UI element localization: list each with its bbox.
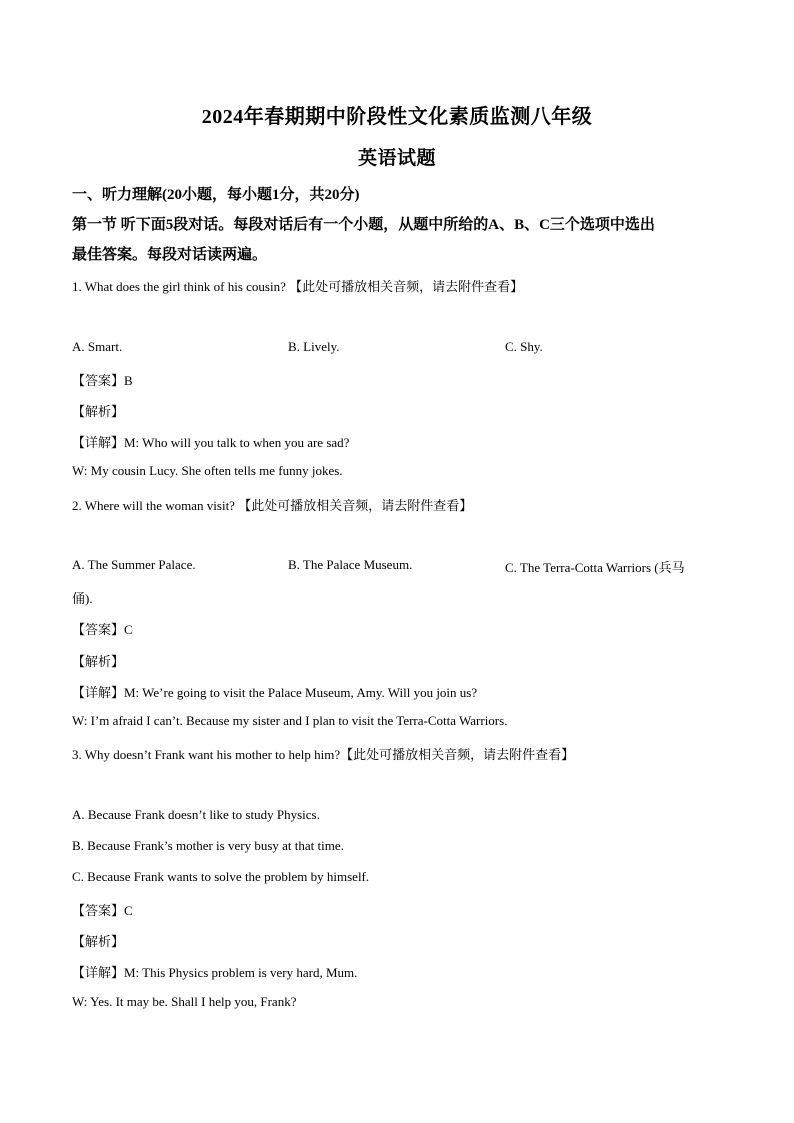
question-2-option-b: B. The Palace Museum.: [288, 557, 413, 572]
exam-title: 2024年春期期中阶段性文化素质监测八年级: [201, 106, 593, 128]
question-3-answer: 【答案】C: [72, 903, 133, 918]
question-3-option-a: A. Because Frank doesn’t like to study Physics.: [72, 807, 320, 822]
question-1-option-a: A. Smart.: [72, 339, 123, 354]
question-2-option-c: C. The Terra-Cotta Warriors (兵马: [505, 560, 685, 575]
question-1-stem: 1. What does the girl think of his cousin? 【此处可播放相关音频，请去附件查看】: [72, 279, 524, 294]
question-3-option-c: C. Because Frank wants to solve the problem by himself.: [72, 869, 370, 884]
question-2-stem: 2. Where will the woman visit? 【此处可播放相关音频，请去附件查看】: [72, 498, 473, 513]
question-2-detail-1: 【详解】M: We’re going to visit the Palace Museum, Amy. Will you join us?: [72, 685, 478, 700]
question-3-detail-2: W: Yes. It may be. Shall I help you, Frank?: [72, 994, 297, 1009]
question-1-detail-1: 【详解】M: Who will you talk to when you are sad?: [72, 435, 350, 450]
section-heading: 一、听力理解(20小题，每小题1分，共20分): [72, 187, 360, 203]
question-2-analysis: 【解析】: [72, 654, 125, 669]
exam-subtitle: 英语试题: [357, 148, 436, 169]
question-1-answer: 【答案】B: [72, 373, 133, 388]
question-3-option-b: B. Because Frank’s mother is very busy at that time.: [72, 838, 344, 853]
question-3-stem: 3. Why doesn’t Frank want his mother to help him?【此处可播放相关音频，请去附件查看】: [72, 747, 575, 762]
question-1-detail-2: W: My cousin Lucy. She often tells me funny jokes.: [72, 463, 343, 478]
question-2-answer: 【答案】C: [72, 622, 133, 637]
question-1-analysis: 【解析】: [72, 404, 125, 419]
question-1-option-b: B. Lively.: [288, 339, 340, 354]
part-instruction-line1: 第一节 听下面5段对话。每段对话后有一个小题，从题中所给的A、B、C三个选项中选出: [72, 217, 655, 233]
question-2-option-c-wrap: 俑).: [72, 591, 93, 606]
question-3-analysis: 【解析】: [72, 934, 125, 949]
part-instruction-line2: 最佳答案。每段对话读两遍。: [72, 247, 268, 263]
question-3-detail-1: 【详解】M: This Physics problem is very hard, Mum.: [72, 965, 358, 980]
question-2-option-a: A. The Summer Palace.: [72, 557, 196, 572]
question-1-option-c: C. Shy.: [505, 339, 543, 354]
question-2-detail-2: W: I’m afraid I can’t. Because my sister and I plan to visit the Terra-Cotta Warriors.: [72, 713, 508, 728]
